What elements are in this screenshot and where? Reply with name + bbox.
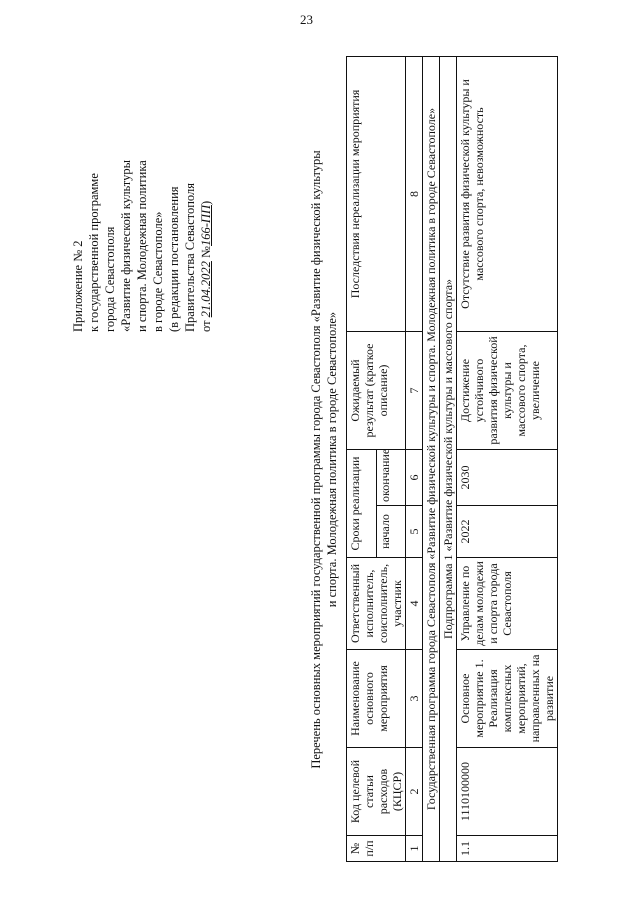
column-number-row bbox=[406, 57, 423, 862]
number-prefix: № bbox=[199, 246, 213, 258]
table-row bbox=[457, 57, 558, 862]
col-number: 3 bbox=[406, 650, 423, 748]
header-end: окончание bbox=[376, 450, 406, 506]
rotated-page-content bbox=[60, 57, 580, 862]
measures-table bbox=[346, 56, 558, 862]
appendix-line: города Севастополя bbox=[103, 226, 117, 332]
col-number: 8 bbox=[406, 57, 423, 332]
row-end: 2030 bbox=[457, 450, 558, 506]
col-number: 5 bbox=[406, 506, 423, 558]
handwritten-date: 21.04.2022 bbox=[199, 261, 213, 318]
header-code: Код целевой статьи расходов (КЦСР) bbox=[347, 748, 406, 836]
appendix-line: к государственной программе bbox=[87, 173, 101, 332]
appendix-line: (в редакции постановления bbox=[167, 186, 181, 332]
col-number: 2 bbox=[406, 748, 423, 836]
handwritten-number: 166-ПП bbox=[199, 205, 213, 246]
header-executor: Ответственный исполнитель, соисполнитель, участник bbox=[347, 558, 406, 650]
subprogram-title: Подпрограмма 1 «Развитие физической культуры и массового спорта» bbox=[440, 57, 457, 862]
row-code: 1110100000 bbox=[457, 748, 558, 836]
row-executor: Управление по делам молодежи и спорта города Севастополя bbox=[457, 558, 558, 650]
title-line-2: и спорта. Молодежная политика в городе Севастополе» bbox=[325, 311, 339, 608]
document-title bbox=[308, 57, 340, 862]
row-num: 1.1 bbox=[457, 836, 558, 862]
row-consequences: Отсутствие развития физической культуры и массового спорта, невозможность bbox=[457, 57, 558, 332]
header-name: Наименование основного мероприятия bbox=[347, 650, 406, 748]
title-line-1: Перечень основных мероприятий государственной программы города Севастополя «Развитие физической культуры bbox=[309, 150, 323, 769]
header-result: Ожидаемый результат (краткое описание) bbox=[347, 332, 406, 450]
header-terms: Сроки реализации bbox=[347, 450, 377, 558]
col-number: 1 bbox=[406, 836, 423, 862]
header-consequences: Последствия нереализации мероприятия bbox=[347, 57, 406, 332]
appendix-line: «Развитие физической культуры bbox=[119, 160, 133, 332]
header-start: начало bbox=[376, 506, 406, 558]
row-result: Достижение устойчивого развития физической культуры и массового спорта, увеличение bbox=[457, 332, 558, 450]
table-header-row bbox=[347, 57, 377, 862]
subprogram-row bbox=[440, 57, 457, 862]
row-name: Основное мероприятие 1. Реализация комплексных мероприятий, направленных на развитие bbox=[457, 650, 558, 748]
col-number: 7 bbox=[406, 332, 423, 450]
appendix-line: Правительства Севастополя bbox=[183, 183, 197, 332]
col-number: 6 bbox=[406, 450, 423, 506]
page-number: 23 bbox=[300, 12, 313, 27]
date-prefix: от bbox=[199, 320, 213, 332]
appendix-date-line: от 21.04.2022 №166-ПП) bbox=[199, 200, 213, 332]
header-num: № п/п bbox=[347, 836, 406, 862]
row-start: 2022 bbox=[457, 506, 558, 558]
appendix-line: в городе Севастополе» bbox=[151, 211, 165, 332]
program-title: Государственная программа города Севастополя «Развитие физической культуры и спорта. Молодежная политика в городе Севастополе» bbox=[423, 57, 440, 862]
appendix-line: Приложение № 2 bbox=[71, 240, 85, 332]
program-row bbox=[423, 57, 440, 862]
appendix-line: и спорта. Молодежная политика bbox=[135, 160, 149, 332]
appendix-block bbox=[70, 102, 214, 332]
col-number: 4 bbox=[406, 558, 423, 650]
